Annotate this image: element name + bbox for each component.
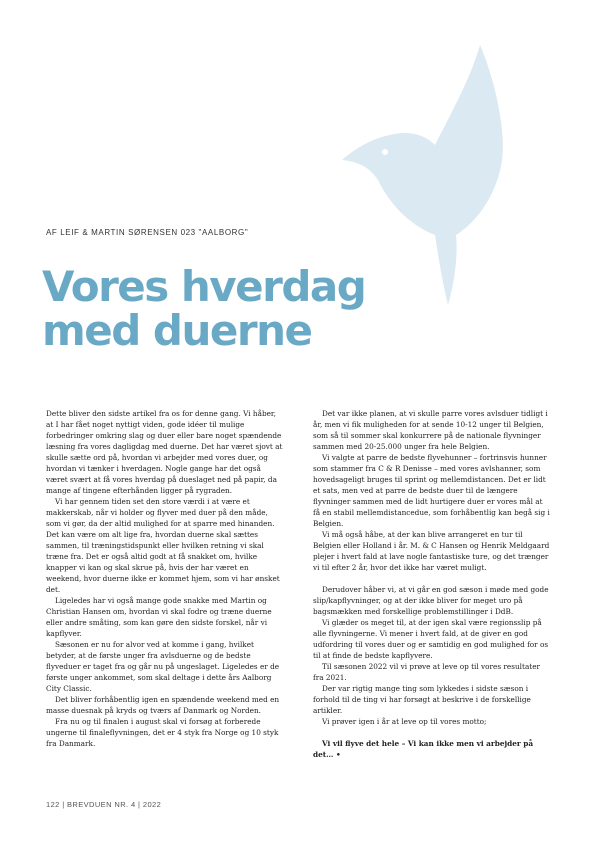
title-line: Vores hverdag xyxy=(42,262,366,311)
paragraph: Der var rigtig mange ting som lykkedes i sidste sæson i forhold til de ting vi har forsøgt at beskrive i de forskellige artikler. xyxy=(313,684,531,715)
paragraph: Til sæsonen 2022 vil vi prøve at leve op til vores resultater fra 2021. xyxy=(313,662,541,682)
paragraph: Derudover håber vi, at vi går en god sæson i møde med gode slip/kapflyvninger, og at der ikke bliver for meget uro på bagsmækken med forskellige problemstillinger i DdB. xyxy=(313,585,549,616)
paragraph: Sæsonen er nu for alvor ved at komme i gang, hvilket betyder, at de første unger fra avlsduerne og de bedste flyveduer er taget fra og går nu på ungeslaget. Ligeledes er de første unger ankommet, som skal deltage i dette års Aalborg City Classic. xyxy=(46,640,280,693)
paragraph: Dette bliver den sidste artikel fra os for denne gang. Vi håber, at I har fået noget nyttigt viden, gode idéer til mulige forbedringer omkring slag og duer eller bare noget spændende læsning fra vores dagligdag med duerne. Det har været sjovt at skulle sætte ord på, hvordan vi arbejder med vores duer, og hvordan vi tænker i hverdagen. Nogle gange har det også været svært at få vores hverdag på dueslaget ned på papir, da mange af tingene efterhånden ligger på rygraden. xyxy=(46,409,283,495)
title-line: med duerne xyxy=(42,306,312,355)
paragraph: Vi glæder os meget til, at der igen skal være regionsslip på alle flyvningerne. Vi mener i hvert fald, at de giver en god udfordring til vores duer og er samtidig en god mulighed for os til at finde de bedste kapflyvere. xyxy=(313,618,549,660)
paragraph: Det bliver forhåbentlig igen en spændende weekend med en masse duesnak på kryds og tværs af Danmark og Norden. xyxy=(46,695,280,715)
paragraph: Vi må også håbe, at der kan blive arrangeret en tur til Belgien eller Holland i år. M. & C Hansen og Henrik Meldgaard plejer i hvert fald at lave nogle fantastiske ture, og det trænger vi til efter 2 år, hvor det ikke har været muligt. xyxy=(313,530,550,572)
page-footer: 122 | BREVDUEN NR. 4 | 2022 xyxy=(46,800,162,809)
paragraph: Fra nu og til finalen i august skal vi forsøg at forberede ungerne til finaleflyvningen, det er 4 styk fra Norge og 10 styk fra Danmark. xyxy=(46,717,279,748)
paragraph: Vi prøver igen i år at leve op til vores motto; xyxy=(322,717,487,726)
article-byline: AF LEIF & MARTIN SØRENSEN 023 "AALBORG" xyxy=(46,228,249,237)
article-title xyxy=(42,262,366,355)
left-column xyxy=(46,408,283,749)
right-column xyxy=(313,408,550,760)
paragraph: Det var ikke planen, at vi skulle parre vores avlsduer tidligt i år, men vi fik muligheden for at sende 10-12 unger til Belgien, som så til sommer skal konkurrere på de nationale flyvninger sammen med 20-25.000 unger fra hele Belgien. xyxy=(313,409,548,451)
paragraph: Vi valgte at parre de bedste flyvehunner – fortrinsvis hunner som stammer fra C & R Denisse – med vores avlshanner, som hovedsageligt bruges til sprint og mellemdistancen. Det er lidt et sats, men ved at parre de bedste duer til de længere flyvninger sammen med de lidt hurtigere duer er vores mål at få en stabil mellemdistanceduе, som forhåbentlig kan begå sig i Belgien. xyxy=(313,453,550,528)
paragraph: Ligeledes har vi også mange gode snakke med Martin og Christian Hansen om, hvordan vi skal fodre og træne duerne eller andre småting, som kan gøre den sidste forskel, når vi kapflyver. xyxy=(46,596,272,638)
closing-line: Vi vil flyve det hele – Vi kan ikke men vi arbejder på det… • xyxy=(313,739,534,759)
paragraph: Vi har gennem tiden set den store værdi i at være et makkerskab, når vi holder og flyver med duer på den måde, som vi gør, da der altid mulighed for at sparre med hinanden. Det kan være om alt lige fra, hvordan duerne skal sættes sammen, til træningstidspunkt eller hvilken retning vi skal træne fra. Det er også altid godt at få snakket om, hvilke knapper vi kan og skal skrue på, hvis der har været en weekend, hvor duerne ikke er kommet hjem, som vi har ønsket det. xyxy=(46,497,280,594)
